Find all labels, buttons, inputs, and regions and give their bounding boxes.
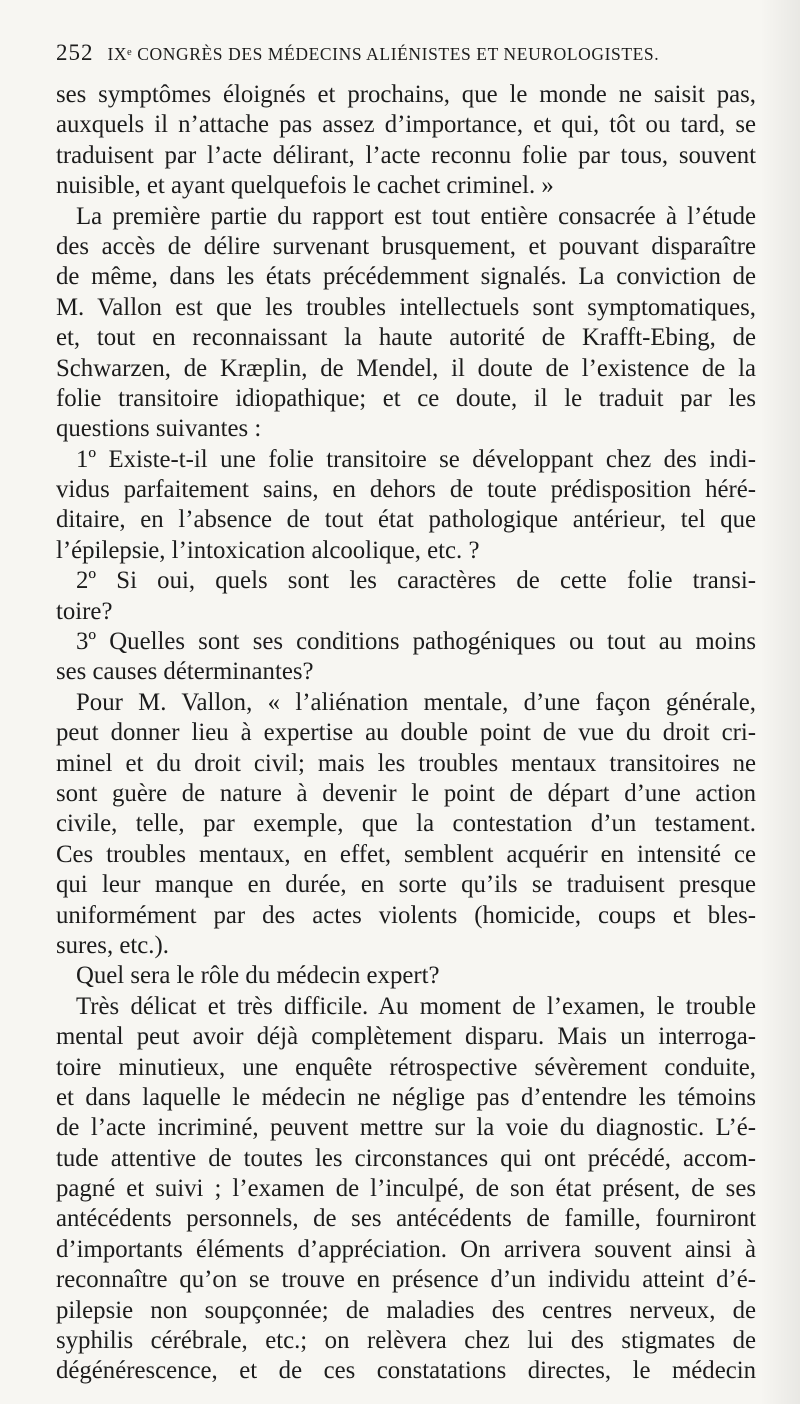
text-line: des accès de délire survenant brusquement, et pouvant disparaître xyxy=(56,232,756,260)
text-line: Ces troubles mentaux, en effet, semblent acquérir en intensité ce xyxy=(56,840,756,868)
text-line: La première partie du rapport est tout entière consacrée à l’étude xyxy=(76,202,756,230)
text-line: Schwarzen, de Kræplin, de Mendel, il doute de l’existence de la xyxy=(56,354,756,382)
text-line: sont guère de nature à devenir le point de départ d’une action xyxy=(56,779,756,807)
text-line: toire minutieux, une enquête rétrospective sévèrement conduite, xyxy=(56,1053,756,1081)
text-line: tude attentive de toutes les circonstances qui ont précédé, accom- xyxy=(56,1144,756,1172)
text-line: 3º Quelles sont ses conditions pathogéniques ou tout au moins xyxy=(76,628,756,656)
text-line: M. Vallon est que les troubles intellectuels sont symptomatiques, xyxy=(56,293,756,321)
text-line: nuisible, et ayant quelquefois le cachet criminel. » xyxy=(56,172,554,200)
text-line: vidus parfaitement sains, en dehors de toute prédisposition héré- xyxy=(56,476,756,504)
text-line: de même, dans les états précédemment signalés. La conviction de xyxy=(56,263,756,291)
text-line: Quel sera le rôle du médecin expert? xyxy=(76,962,440,990)
text-line: pilepsie non soupçonnée; de maladies des centres nerveux, de xyxy=(56,1296,756,1324)
text-line: sures, etc.). xyxy=(56,931,169,959)
page-number: 252 xyxy=(56,40,94,65)
text-line: ditaire, en l’absence de tout état pathologique antérieur, tel que xyxy=(56,506,756,534)
text-line: ses causes déterminantes? xyxy=(56,658,314,686)
text-line: uniformément par des actes violents (homicide, coups et bles- xyxy=(56,901,756,929)
text-line: peut donner lieu à expertise au double point de vue du droit cri- xyxy=(56,719,756,747)
text-line: dégénérescence, et de ces constatations directes, le médecin xyxy=(56,1357,756,1385)
text-line: et dans laquelle le médecin ne néglige pas d’entendre les témoins xyxy=(56,1083,756,1111)
text-line: Pour M. Vallon, « l’aliénation mentale, d’une façon générale, xyxy=(76,688,756,716)
text-line: pagné et suivi ; l’examen de l’inculpé, de son état présent, de ses xyxy=(56,1175,756,1203)
text-line: Très délicat et très difficile. Au moment de l’examen, le trouble xyxy=(76,992,756,1020)
text-line: traduisent par l’acte délirant, l’acte reconnu folie par tous, souvent xyxy=(56,141,756,169)
text-line: auxquels il n’attache pas assez d’importance, et qui, tôt ou tard, se xyxy=(56,111,756,139)
text-line: toire? xyxy=(56,597,113,625)
text-line: antécédents personnels, de ses antécédents de famille, fourniront xyxy=(56,1205,756,1233)
running-header xyxy=(56,40,768,74)
text-line: syphilis cérébrale, etc.; on relèvera chez lui des stigmates de xyxy=(56,1327,756,1355)
text-line: de l’acte incriminé, peuvent mettre sur la voie du diagnostic. L’é- xyxy=(56,1114,756,1142)
text-line: qui leur manque en durée, en sorte qu’ils se traduisent presque xyxy=(56,871,756,899)
text-line: reconnaître qu’on se trouve en présence d’un individu atteint d’é- xyxy=(56,1266,756,1294)
text-line: folie transitoire idiopathique; et ce doute, il le traduit par les xyxy=(56,384,756,412)
text-line: l’épilepsie, l’intoxication alcoolique, etc. ? xyxy=(56,536,480,564)
text-line: 2º Si oui, quels sont les caractères de cette folie transi- xyxy=(76,567,756,595)
running-title: IXᵉ CONGRÈS DES MÉDECINS ALIÉNISTES ET NEUROLOGISTES. xyxy=(107,44,660,64)
text-line: et, tout en reconnaissant la haute autorité de Krafft-Ebing, de xyxy=(56,324,756,352)
text-line: 1º Existe-t-il une folie transitoire se développant chez des indi- xyxy=(76,445,756,473)
text-line: civile, telle, par exemple, que la contestation d’un testament. xyxy=(56,810,756,838)
text-line: minel et du droit civil; mais les troubles mentaux transitoires ne xyxy=(56,749,756,777)
text-line: d’importants éléments d’appréciation. On arrivera souvent ainsi à xyxy=(56,1235,756,1263)
text-line: ses symptômes éloignés et prochains, que le monde ne saisit pas, xyxy=(56,81,756,108)
text-line: mental peut avoir déjà complètement disparu. Mais un interroga- xyxy=(56,1023,756,1051)
text-line: questions suivantes : xyxy=(56,415,262,443)
body-text xyxy=(56,80,756,1387)
page-edge-shadow xyxy=(760,0,800,1404)
